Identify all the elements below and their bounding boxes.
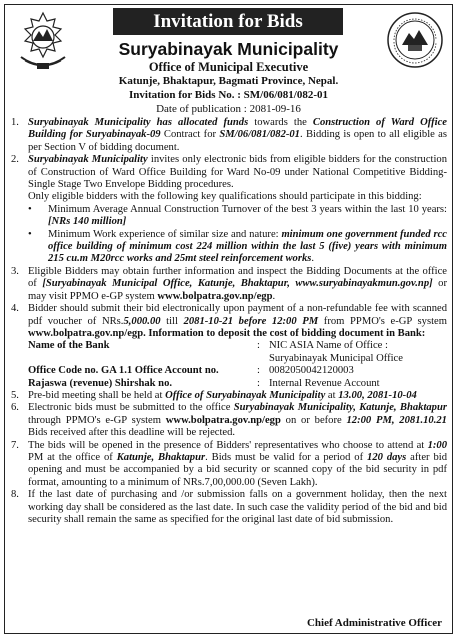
- list-item: [11, 402, 447, 439]
- list-item: [11, 489, 447, 526]
- qualification-bullet: • Minimum Average Annual Construction Turnover of the best 3 years within the last 10 years: [NRs 140 million]: [28, 203, 447, 228]
- list-item: [11, 440, 447, 490]
- item-number: 7.: [11, 439, 19, 451]
- notice-page: [4, 4, 453, 634]
- item-number: 2.: [11, 154, 19, 166]
- item-number: 4.: [11, 303, 19, 315]
- item-number: 1.: [11, 117, 19, 128]
- address: Katunje, Bhaktapur, Bagmati Province, Nepal.: [118, 75, 339, 87]
- qualification-bullet: • Minimum Work experience of similar size and nature: minimum one government funded rcc office building of minimum cost 224 million within the last 5 (five) years with minimum 215 cu.m M20rcc works and 25mt steel reinforcement works.: [28, 228, 447, 265]
- office-name: Office of Municipal Executive: [148, 60, 309, 74]
- item-text: Pre-bid meeting shall be held at Office of Suryabinayak Municipality at 13.00, 2081-10-04: [28, 389, 417, 401]
- item-text: If the last date of purchasing and /or submission falls on a government holiday, then the next working day shall be considered as the last date. In such case the validity period of the bid and bid security shall remain the same as specified for the original last date of bid submission.: [28, 489, 447, 525]
- item-number: 8.: [11, 489, 19, 501]
- bank-row: Office Code no. GA 1.1 Office Account no. : 0082050042120003: [28, 365, 354, 377]
- page-title: Invitation for Bids: [113, 8, 343, 35]
- item-text: The bids will be opened in the presence of Bidders' representatives who choose to attend at 1:00 PM at the office of Katunje, Bhaktapur. Bids must be valid for a period of 120 days after bid opening and must be accompanied by a bid security or scanned copy of the bid security in pdf format, amounting to a minimum of NRs.7,00,000.00 (Seven Lakh).: [28, 439, 447, 488]
- item-text: Eligible Bidders may obtain further information and inspect the Bidding Documents at the office of [Suryabinayak Municipal Office, Katunje, Bhaktapur, www.suryabinayakmun.gov.np] or may visit PPMO e-GP system www.bolpatra.gov.np/egp.: [28, 265, 447, 302]
- municipality-name: Suryabinayak Municipality: [118, 39, 339, 59]
- invitation-number: Invitation for Bids No. : SM/06/081/082-01: [128, 89, 329, 101]
- item-text: Suryabinayak Municipality invites only electronic bids from eligible bidders for the construction of Construction of Ward Office Building for Ward No-09 under National Competitive Bidding-Single Stage Two Envelope Bidding procedures.: [28, 154, 448, 191]
- bank-row: Name of the Bank : NIC ASIA Name of Office : Suryabinayak Municipal Office: [28, 340, 403, 364]
- bank-details: [11, 340, 447, 390]
- list-item: [11, 303, 447, 340]
- publication-date: Date of publication : 2081-09-16: [156, 103, 301, 115]
- list-item: [11, 390, 447, 402]
- item-number: 6.: [11, 402, 19, 414]
- list-item: [11, 117, 447, 154]
- list-item: [11, 154, 447, 191]
- item-number: 3.: [11, 265, 19, 277]
- item-text: Bidder should submit their bid electronically upon payment of a non-refundable fee with scanned pdf voucher of NRs.5,000.00 till 2081-10-21 before 12:00 PM from PPMO's e-GP system www.bolpatra.gov.np/egp. Information to deposit the cost of bidding document in Bank:: [28, 303, 447, 339]
- item-text: Suryabinayak Municipality has allocated funds towards the Construction of Ward Office Building for Suryabinayak-09 Contract for SM/06/081/082-01. Bidding is open to all eligible as per Section V of bidding document.: [28, 117, 448, 153]
- item-number: 5.: [11, 389, 19, 401]
- notice-body: [11, 117, 447, 526]
- signature: Chief Administrative Officer: [306, 617, 442, 629]
- bank-row: Rajaswa (revenue) Shirshak no. : Internal Revenue Account: [28, 377, 380, 389]
- list-item: [11, 266, 447, 303]
- item-text: Electronic bids must be submitted to the office Suryabinayak Municipality, Katunje, Bhaktapur through PPMO's e-GP system www.bolpatra.gov.np/egp on or before 12:00 PM, 2081.10.21 Bids received after this deadline will be rejected.: [28, 402, 447, 439]
- qualification-intro: Only eligible bidders with the following key qualifications should participate in this bidding:: [28, 191, 422, 203]
